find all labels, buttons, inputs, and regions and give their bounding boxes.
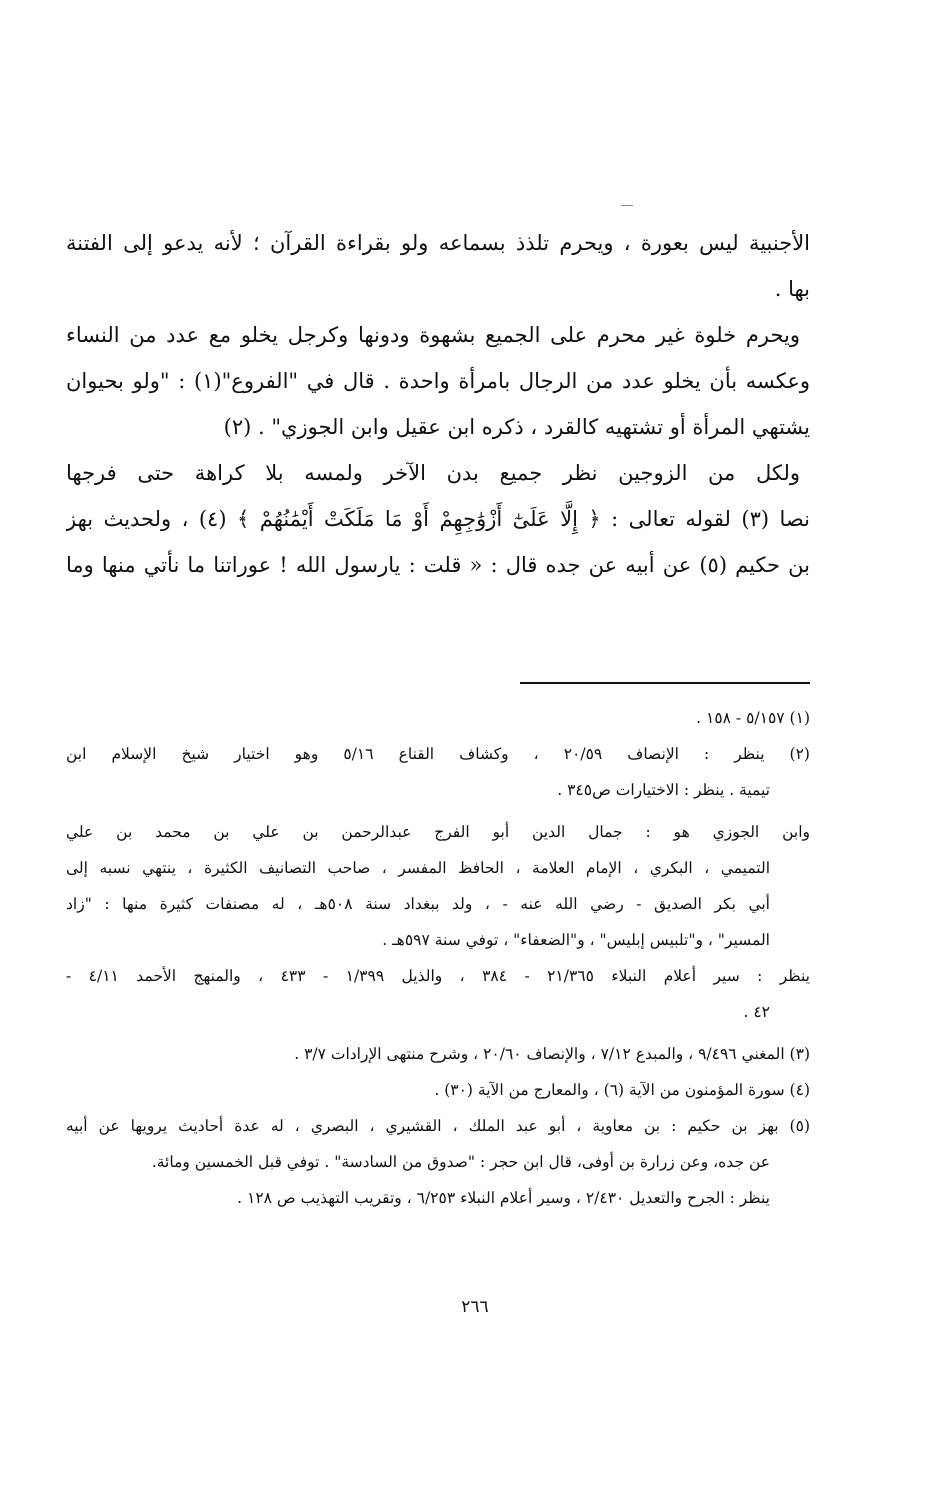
footnote-line: عن جده، وعن زرارة بن أوفى، قال ابن حجر : "صدوق من السادسة" . توفي قبل الخمسين ومائة. bbox=[151, 1153, 770, 1171]
footnote-line: (١) ٥/١٥٧ - ١٥٨ . bbox=[696, 709, 810, 727]
footnote-line: أبي بكر الصديق - رضي الله عنه - ، ولد ببغداد سنة ٥٠٨هـ ، له مصنفات كثيرة منها : "زاد bbox=[66, 895, 770, 913]
footnote-line: (٥) بهز بن حكيم : بن معاوية ، أبو عبد الملك ، القشيري ، البصري ، له عدة أحاديث يرويها عن أبيه bbox=[66, 1117, 810, 1135]
main-line: بها . bbox=[774, 277, 810, 301]
footnote-line: (٢) ينظر : الإنصاف ٢٠/٥٩ ، وكشاف القناع ٥/١٦ وهو اختيار شيخ الإسلام ابن bbox=[66, 745, 810, 763]
footnote-line: تيمية . ينظر : الاختيارات ص٣٤٥ . bbox=[557, 781, 770, 799]
footnote-line: ينظر : سير أعلام النبلاء ٢١/٣٦٥ - ٣٨٤ ، والذيل ١/٣٩٩ - ٤٣٣ ، والمنهج الأحمد ٤/١١ - bbox=[66, 967, 810, 985]
footnote-line: (٤) سورة المؤمنون من الآية (٦) ، والمعارج من الآية (٣٠) . bbox=[434, 1081, 810, 1099]
main-line: يشتهي المرأة أو تشتهيه كالقرد ، ذكره ابن عقيل وابن الجوزي" . (٢) bbox=[223, 415, 810, 439]
main-line: بن حكيم (٥) عن أبيه عن جده قال : « قلت : يارسول الله ! عوراتنا ما نأتي منها وما bbox=[66, 553, 810, 577]
scan-mark bbox=[621, 205, 633, 206]
footnotes bbox=[66, 700, 810, 1216]
main-line: ولكل من الزوجين نظر جميع بدن الآخر ولمسه بلا كراهة حتى فرجها bbox=[66, 461, 800, 485]
footnote-line: المسير" ، و"تلبيس إبليس" ، و"الضعفاء" ، توفي سنة ٥٩٧هـ . bbox=[382, 931, 770, 949]
main-text bbox=[66, 220, 810, 588]
main-line: وعكسه بأن يخلو عدد من الرجال بامرأة واحدة . قال في "الفروع"(١) : "ولو بحيوان bbox=[66, 369, 810, 393]
main-line: الأجنبية ليس بعورة ، ويحرم تلذذ بسماعه ولو بقراءة القرآن ؛ لأنه يدعو إلى الفتنة bbox=[66, 231, 810, 255]
main-line: ويحرم خلوة غير محرم على الجميع بشهوة ودونها وكرجل يخلو مع عدد من النساء bbox=[66, 323, 800, 347]
footnote-line: ينظر : الجرح والتعديل ٢/٤٣٠ ، وسير أعلام النبلاء ٦/٢٥٣ ، وتقريب التهذيب ص ١٢٨ . bbox=[237, 1189, 770, 1207]
footnote-line: ٤٢ . bbox=[743, 1003, 770, 1021]
footnote-separator bbox=[520, 682, 810, 684]
footnote-line: التميمي ، البكري ، الإمام العلامة ، الحافظ المفسر ، صاحب التصانيف الكثيرة ، ينتهي نسبه إلى bbox=[66, 859, 770, 877]
page-number: ٢٦٦ bbox=[461, 1297, 489, 1317]
main-line: نصا (٣) لقوله تعالى : ﴿ إِلَّا عَلَىٰٓ أَزْوَٰجِهِمْ أَوْ مَا مَلَكَتْ أَيْمَٰنُهُمْ ﴾ (٤) ، ولحديث بهز bbox=[66, 507, 810, 531]
footnote-line: (٣) المغني ٩/٤٩٦ ، والمبدع ٧/١٢ ، والإنصاف ٢٠/٦٠ ، وشرح منتهى الإرادات ٣/٧ . bbox=[294, 1045, 810, 1063]
footnote-line: وابن الجوزي هو : جمال الدين أبو الفرج عبدالرحمن بن علي بن محمد بن علي bbox=[66, 823, 810, 841]
